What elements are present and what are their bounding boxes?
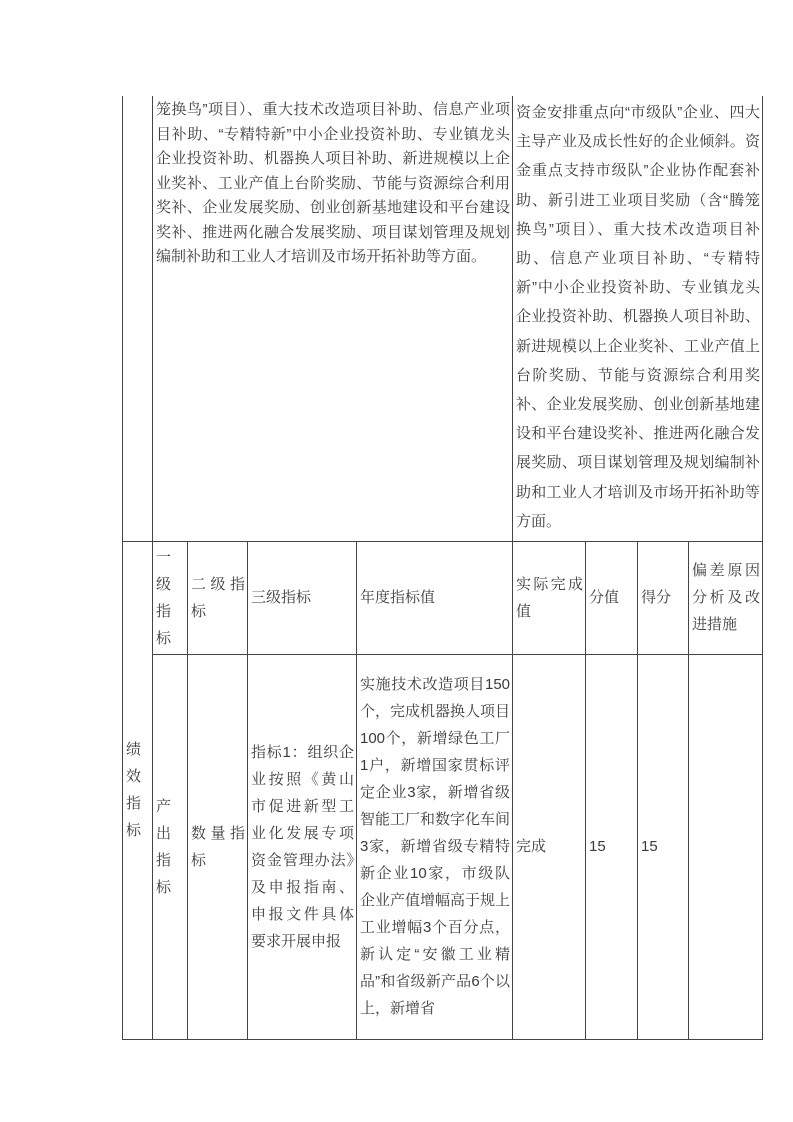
- header-score-value: 分值: [586, 541, 638, 654]
- narrow-empty-cell: [123, 96, 153, 541]
- header-actual-completion: 实际完成值: [513, 541, 586, 654]
- narrative-left-cell: 笼换鸟”项目）、重大技术改造项目补助、信息产业项目补助、“专精特新”中小企业投资补助、专业镇龙头企业投资补助、机器换人项目补助、新进规模以上企业奖补、工业产值上台阶奖励、节能与资源综合利用奖补、企业发展奖励、创业创新基地建设和平台建设奖补、推进两化融合发展奖励、项目谋划管理及规划编制补助和工业人才培训及市场开拓补助等方面。: [153, 96, 513, 541]
- section-label-vertical-text: 绩效指标: [126, 741, 142, 839]
- actual-completion-cell: 完成: [513, 654, 586, 1039]
- header-level3-indicator: 三级指标: [248, 541, 357, 654]
- level3-indicator-cell: 指标1：组织企业按照《黄山市促进新型工业化发展专项资金管理办法》及申报指南、申报文件具体要求开展申报: [248, 654, 357, 1039]
- deviation-analysis-cell: [689, 654, 763, 1039]
- score-value-cell: 15: [586, 654, 638, 1039]
- narrative-continuation-row: [123, 96, 763, 541]
- header-level2-indicator: 二级指标: [188, 541, 248, 654]
- performance-indicator-table: [122, 96, 763, 1040]
- section-label-cell: [123, 541, 153, 1039]
- level2-indicator-cell: 数量指标: [188, 654, 248, 1039]
- level1-indicator-cell: 产出指标: [153, 654, 188, 1039]
- header-score-earned: 得分: [638, 541, 689, 654]
- header-level1-indicator: 一级指标: [153, 541, 188, 654]
- header-annual-target: 年度指标值: [357, 541, 513, 654]
- indicator-data-row: [123, 654, 763, 1039]
- header-deviation-analysis: 偏差原因分析及改进措施: [689, 541, 763, 654]
- narrative-right-cell: 资金安排重点向“市级队”企业、四大主导产业及成长性好的企业倾斜。资金重点支持市级队”企业协作配套补助、新引进工业项目奖励（含“腾笼换鸟”项目）、重大技术改造项目补助、信息产业项目补助、“专精特新”中小企业投资补助、专业镇龙头企业投资补助、机器换人项目补助、新进规模以上企业奖补、工业产值上台阶奖励、节能与资源综合利用奖补、企业发展奖励、创业创新基地建设和平台建设奖补、推进两化融合发展奖励、项目谋划管理及规划编制补助和工业人才培训及市场开拓补助等方面。: [513, 96, 763, 541]
- score-earned-cell: 15: [638, 654, 689, 1039]
- table-header-row: [123, 541, 763, 654]
- annual-target-cell: 实施技术改造项目150个，完成机器换人项目100个，新增绿色工厂1户，新增国家贯标评定企业3家，新增省级智能工厂和数字化车间3家，新增省级专精特新企业10家，市级队企业产值增幅高于规上工业增幅3个百分点，新认定“安徽工业精品”和省级新产品6个以上，新增省: [357, 654, 513, 1039]
